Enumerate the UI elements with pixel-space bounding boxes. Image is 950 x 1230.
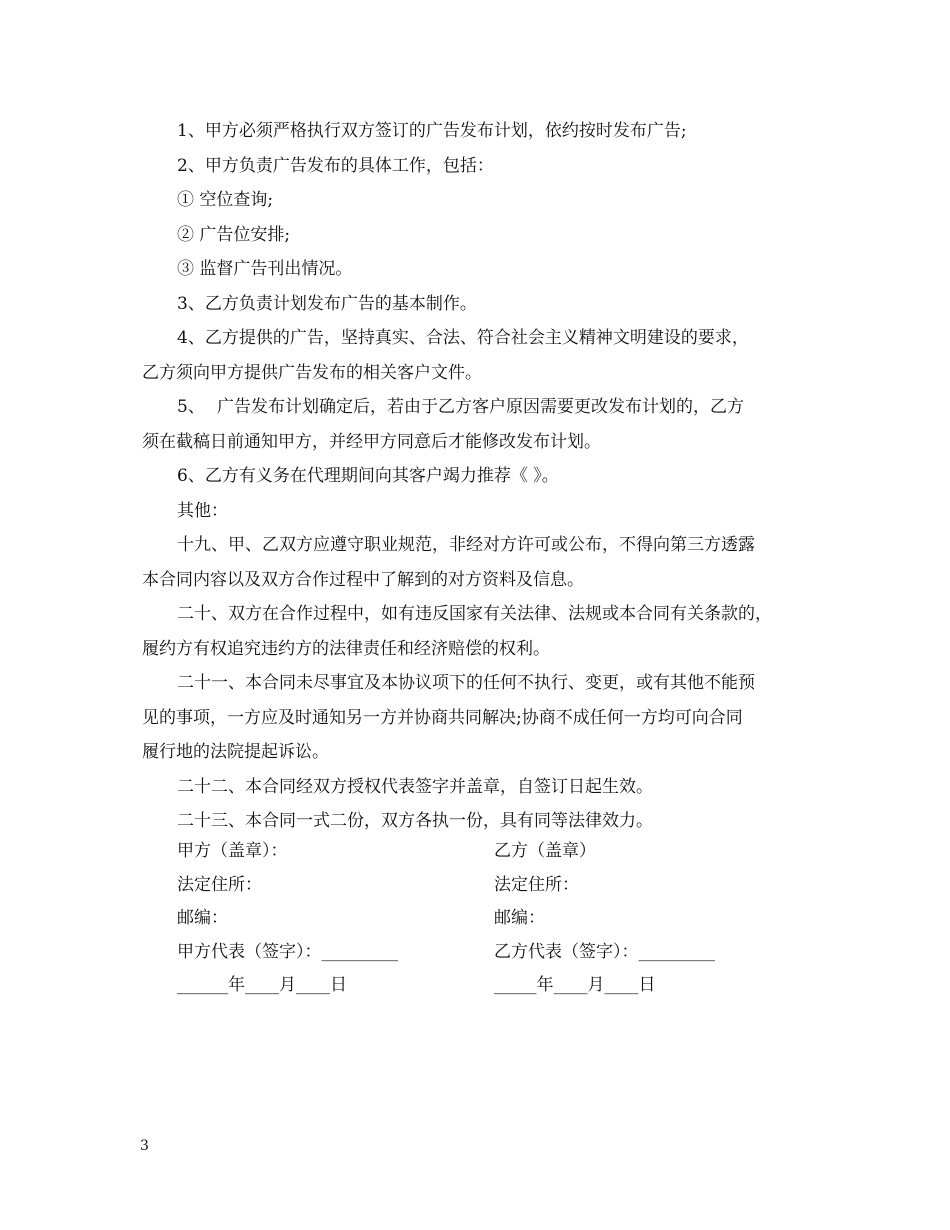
signature-block bbox=[177, 835, 797, 1003]
clause-5-line-1 bbox=[142, 390, 822, 425]
contract-body bbox=[142, 114, 822, 839]
clause-21-line-3: 履行地的法院提起诉讼。 bbox=[142, 742, 329, 762]
clause-2: 2、甲方负责广告发布的具体工作，包括： bbox=[177, 155, 494, 176]
party-a-date: ______年____月____日 bbox=[177, 975, 347, 995]
party-b-postcode: 邮编： bbox=[494, 908, 545, 928]
representative-row bbox=[177, 936, 797, 970]
party-b-date: _____年____月____日 bbox=[494, 975, 656, 995]
party-a-postcode: 邮编： bbox=[177, 908, 228, 928]
clause-21-line-2: 见的事项，一方应及时通知另一方并协商共同解决;协商不成任何一方均可向合同 bbox=[142, 707, 743, 728]
party-b-seal: 乙方（盖章） bbox=[494, 841, 596, 861]
clause-2-item-2: ② 广告位安排; bbox=[177, 224, 291, 245]
clause-5-text: 广告发布计划确定后，若由于乙方客户原因需要更改发布计划的，乙方 bbox=[217, 397, 744, 417]
other-heading: 其他： bbox=[177, 500, 228, 521]
party-a-seal: 甲方（盖章）： bbox=[177, 841, 288, 861]
clause-2-item-3: ③ 监督广告刊出情况。 bbox=[177, 259, 353, 279]
postcode-row bbox=[177, 902, 797, 936]
clause-21-line-1: 二十一、本合同未尽事宜及本协议项下的任何不执行、变更，或有其他不能预 bbox=[177, 673, 755, 693]
clause-1: 1、甲方必须严格执行双方签订的广告发布计划，依约按时发布广告; bbox=[177, 121, 687, 141]
clause-20-line-2: 履约方有权追究违约方的法律责任和经济赔偿的权利。 bbox=[142, 638, 550, 659]
clause-20-line-1: 二十、双方在合作过程中，如有违反国家有关法律、法规或本合同有关条款的， bbox=[177, 604, 772, 624]
clause-19-line-2: 本合同内容以及双方合作过程中了解到的对方资料及信息。 bbox=[142, 569, 584, 590]
clause-22: 二十二、本合同经双方授权代表签字并盖章，自签订日起生效。 bbox=[177, 776, 653, 797]
clause-4-line-2: 乙方须向甲方提供广告发布的相关客户文件。 bbox=[142, 362, 482, 383]
clause-4-line-1: 4、乙方提供的广告，坚持真实、合法、符合社会主义精神文明建设的要求， bbox=[177, 328, 749, 348]
page-number: 3 bbox=[140, 1138, 149, 1154]
date-row bbox=[177, 969, 797, 1003]
clause-5-number: 5、 bbox=[177, 397, 205, 417]
clause-6: 6、乙方有义务在代理期间向其客户竭力推荐《 》。 bbox=[177, 466, 559, 486]
address-row bbox=[177, 869, 797, 903]
clause-5-line-2: 须在截稿日前通知甲方，并经甲方同意后才能修改发布计划。 bbox=[142, 431, 601, 452]
clause-2-item-1: ① 空位查询; bbox=[177, 190, 274, 210]
party-a-representative: 甲方代表（签字）：_________ bbox=[177, 941, 398, 962]
party-b-representative: 乙方代表（签字）：_________ bbox=[494, 941, 715, 962]
party-a-address: 法定住所： bbox=[177, 874, 262, 895]
party-b-address: 法定住所： bbox=[494, 874, 579, 895]
clause-19-line-1: 十九、甲、乙双方应遵守职业规范，非经对方许可或公布，不得向第三方透露 bbox=[177, 535, 755, 555]
clause-3: 3、乙方负责计划发布广告的基本制作。 bbox=[177, 293, 477, 314]
clause-23: 二十三、本合同一式二份，双方各执一份，具有同等法律效力。 bbox=[177, 811, 653, 831]
seal-row bbox=[177, 835, 797, 869]
